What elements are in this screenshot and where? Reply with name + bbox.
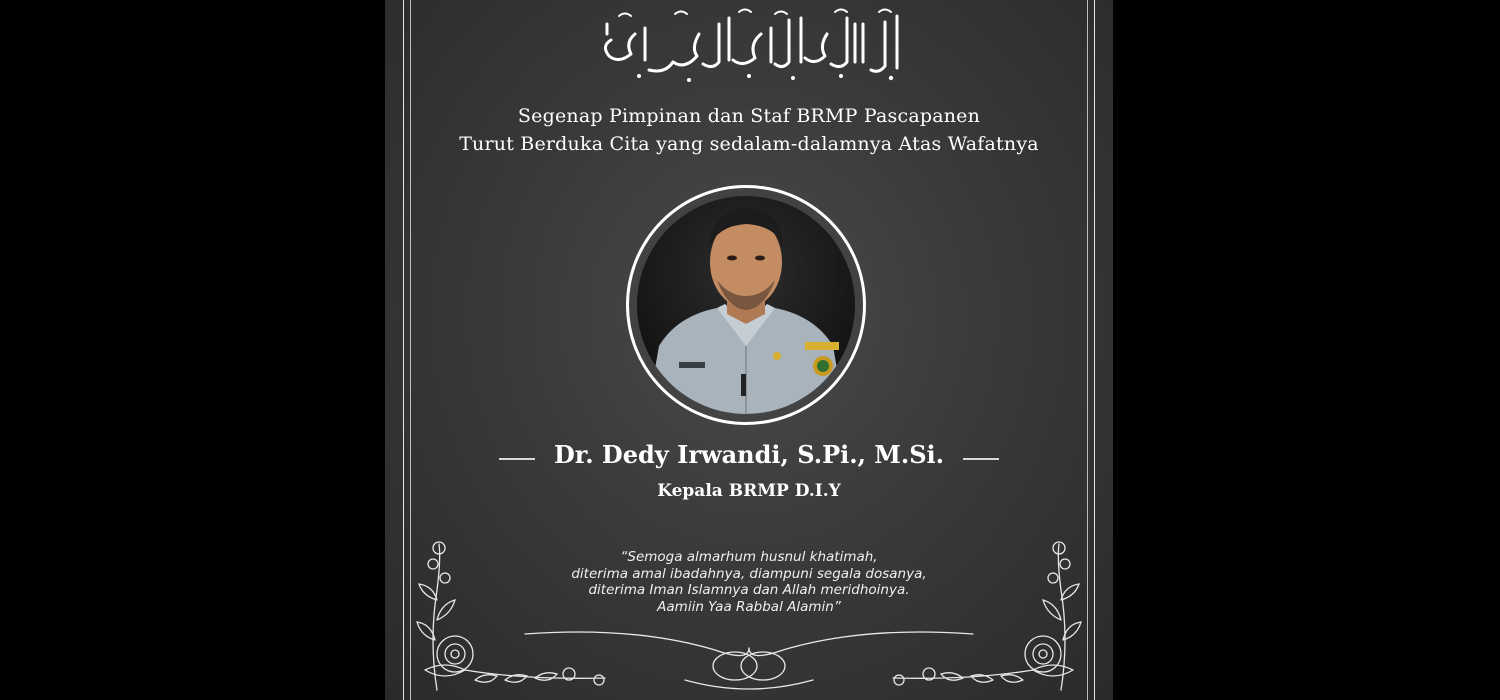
- arabic-calligraphy-graphic: [385, 4, 1113, 86]
- portrait-photo: [637, 196, 855, 414]
- condolence-card: [385, 0, 1113, 700]
- heading-line-1: Segenap Pimpinan dan Staf BRMP Pascapanen: [517, 105, 981, 127]
- person-name: Dr. Dedy Irwandi, S.Pi., M.Si.: [553, 440, 945, 469]
- person-title: Kepala BRMP D.I.Y: [657, 481, 841, 501]
- floral-ornament: [385, 530, 1113, 700]
- prayer-line: Aamiin Yaa Rabbal Alamin”: [657, 598, 841, 615]
- prayer-line: “Semoga almarhum husnul khatimah,: [620, 549, 878, 565]
- prayer-line: diterima amal ibadahnya, diampuni segala dosanya,: [571, 565, 927, 582]
- prayer-line: diterima Iman Islamnya dan Allah meridhoinya.: [588, 582, 910, 598]
- heading-line-2: Turut Berduka Cita yang sedalam-dalamnya Atas Wafatnya: [459, 133, 1039, 155]
